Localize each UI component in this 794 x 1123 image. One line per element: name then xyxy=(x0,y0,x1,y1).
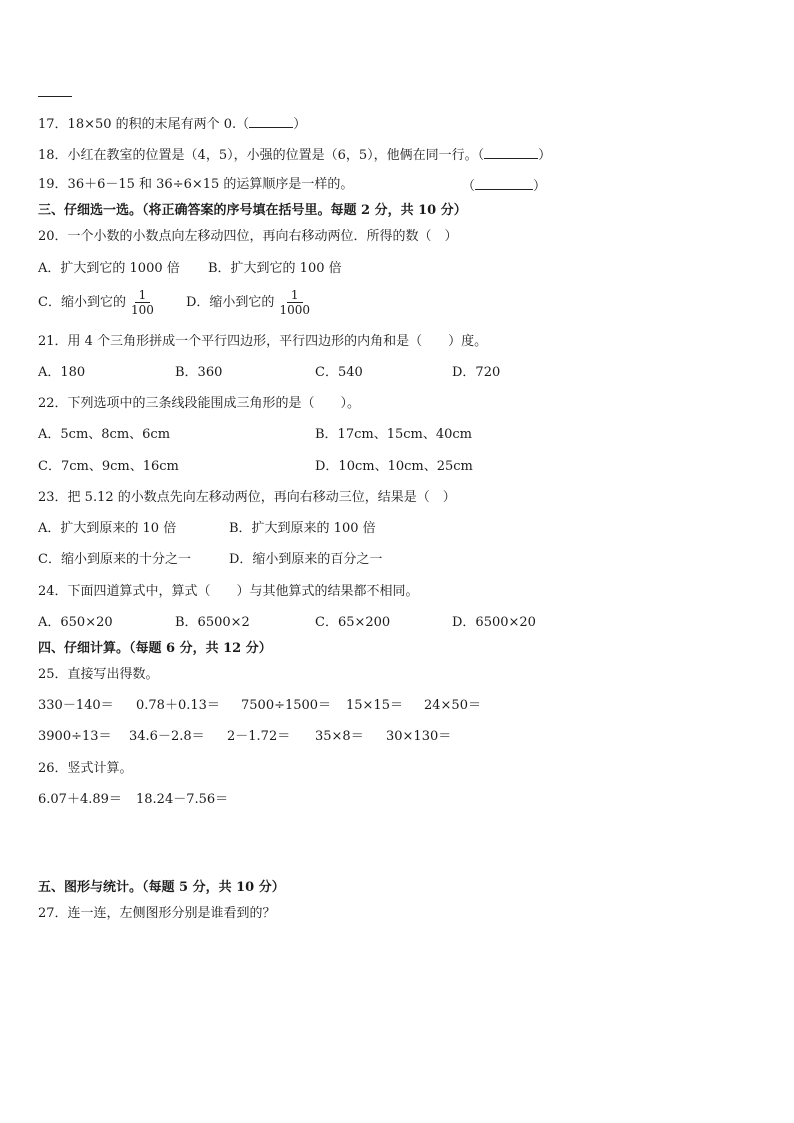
question-18-text: 18．小红在教室的位置是（4，5），小强的位置是（6，5），他俩在同一行。（ xyxy=(38,148,485,163)
question-23-stem: 23．把 5.12 的小数点先向左移动两位，再向右移动三位，结果是（ ） xyxy=(38,490,456,505)
calc-item: 3900÷13＝ xyxy=(38,729,112,744)
question-26-stem: 26．竖式计算。 xyxy=(38,761,133,776)
question-24-stem: 24．下面四道算式中，算式（ ）与其他算式的结果都不相同。 xyxy=(38,584,419,599)
q20-option-c[interactable]: C．缩小到它的 $\frac{1}{100}$ xyxy=(38,288,158,317)
question-20-stem: 20．一个小数的小数点向左移动四位，再向右移动两位．所得的数（ ） xyxy=(38,229,458,244)
q20-option-d[interactable]: D．缩小到它的 $\frac{1}{1000}$ xyxy=(186,288,314,317)
q21-option-a[interactable]: A．180 xyxy=(38,365,86,380)
q22-option-b[interactable]: B．17cm、15cm、40cm xyxy=(315,427,473,442)
calc-item: 6.07＋4.89＝ xyxy=(38,792,122,807)
question-17: 17．18×50 的积的末尾有两个 0.（ ） xyxy=(38,117,307,132)
question-17-text: 17．18×50 的积的末尾有两个 0.（ xyxy=(38,117,250,132)
q24-option-c[interactable]: C．65×200 xyxy=(315,615,391,630)
calc-item: 24×50＝ xyxy=(424,698,481,713)
q20-option-b[interactable]: B．扩大到它的 100 倍 xyxy=(208,261,342,276)
question-22-stem: 22．下列选项中的三条线段能围成三角形的是（ ）。 xyxy=(38,396,361,411)
section-4-heading: 四、仔细计算。（每题 6 分，共 12 分） xyxy=(38,641,272,656)
section-3-heading: 三、仔细选一选。（将正确答案的序号填在括号里。每题 2 分，共 10 分） xyxy=(38,203,467,218)
q21-option-d[interactable]: D．720 xyxy=(452,365,501,380)
question-25-stem: 25．直接写出得数。 xyxy=(38,667,159,682)
question-27-stem: 27．连一连，左侧图形分别是谁看到的？ xyxy=(38,906,276,921)
fraction-1-100: $\frac{1}{100}$ xyxy=(130,288,154,317)
q23-option-a[interactable]: A．扩大到原来的 10 倍 xyxy=(38,521,177,536)
answer-blank-19[interactable] xyxy=(475,177,533,190)
q21-option-c[interactable]: C．540 xyxy=(315,365,363,380)
calc-item: 30×130＝ xyxy=(386,729,452,744)
calc-item: 0.78＋0.13＝ xyxy=(136,698,220,713)
q23-option-d[interactable]: D．缩小到原来的百分之一 xyxy=(229,552,383,567)
q24-option-a[interactable]: A．650×20 xyxy=(38,615,113,630)
q23-option-b[interactable]: B．扩大到原来的 100 倍 xyxy=(229,521,376,536)
calc-item: 2－1.72＝ xyxy=(227,729,291,744)
q22-option-c[interactable]: C．7cm、9cm、16cm xyxy=(38,459,179,474)
answer-blank-17[interactable] xyxy=(249,115,293,128)
q24-option-d[interactable]: D．6500×20 xyxy=(452,615,536,630)
calc-item: 330－140＝ xyxy=(38,698,114,713)
section-5-heading: 五、图形与统计。（每题 5 分，共 10 分） xyxy=(38,880,285,895)
calc-item: 7500÷1500＝ xyxy=(241,698,332,713)
calc-item: 35×8＝ xyxy=(315,729,364,744)
top-rule xyxy=(38,96,72,97)
question-18: 18．小红在教室的位置是（4，5），小强的位置是（6，5），他俩在同一行。（ ） xyxy=(38,148,552,163)
q22-option-a[interactable]: A．5cm、8cm、6cm xyxy=(38,427,171,442)
q21-option-b[interactable]: B．360 xyxy=(175,365,223,380)
question-21-stem: 21．用 4 个三角形拼成一个平行四边形，平行四边形的内角和是（ ）度。 xyxy=(38,334,488,349)
question-19-answer: （ ） xyxy=(462,179,547,194)
answer-blank-18[interactable] xyxy=(484,146,538,159)
calc-item: 18.24－7.56＝ xyxy=(136,792,229,807)
q24-option-b[interactable]: B．6500×2 xyxy=(175,615,250,630)
question-19 xyxy=(38,177,353,193)
q20-option-a[interactable]: A．扩大到它的 1000 倍 xyxy=(38,261,180,276)
q22-option-d[interactable]: D．10cm、10cm、25cm xyxy=(315,459,473,474)
calc-item: 15×15＝ xyxy=(346,698,403,713)
fraction-1-1000: $\frac{1}{1000}$ xyxy=(279,288,310,317)
question-19-text: 19．36＋6－15 和 36÷6×15 的运算顺序是一样的。 xyxy=(38,177,354,192)
calc-item: 34.6－2.8＝ xyxy=(129,729,205,744)
q23-option-c[interactable]: C．缩小到原来的十分之一 xyxy=(38,552,191,567)
